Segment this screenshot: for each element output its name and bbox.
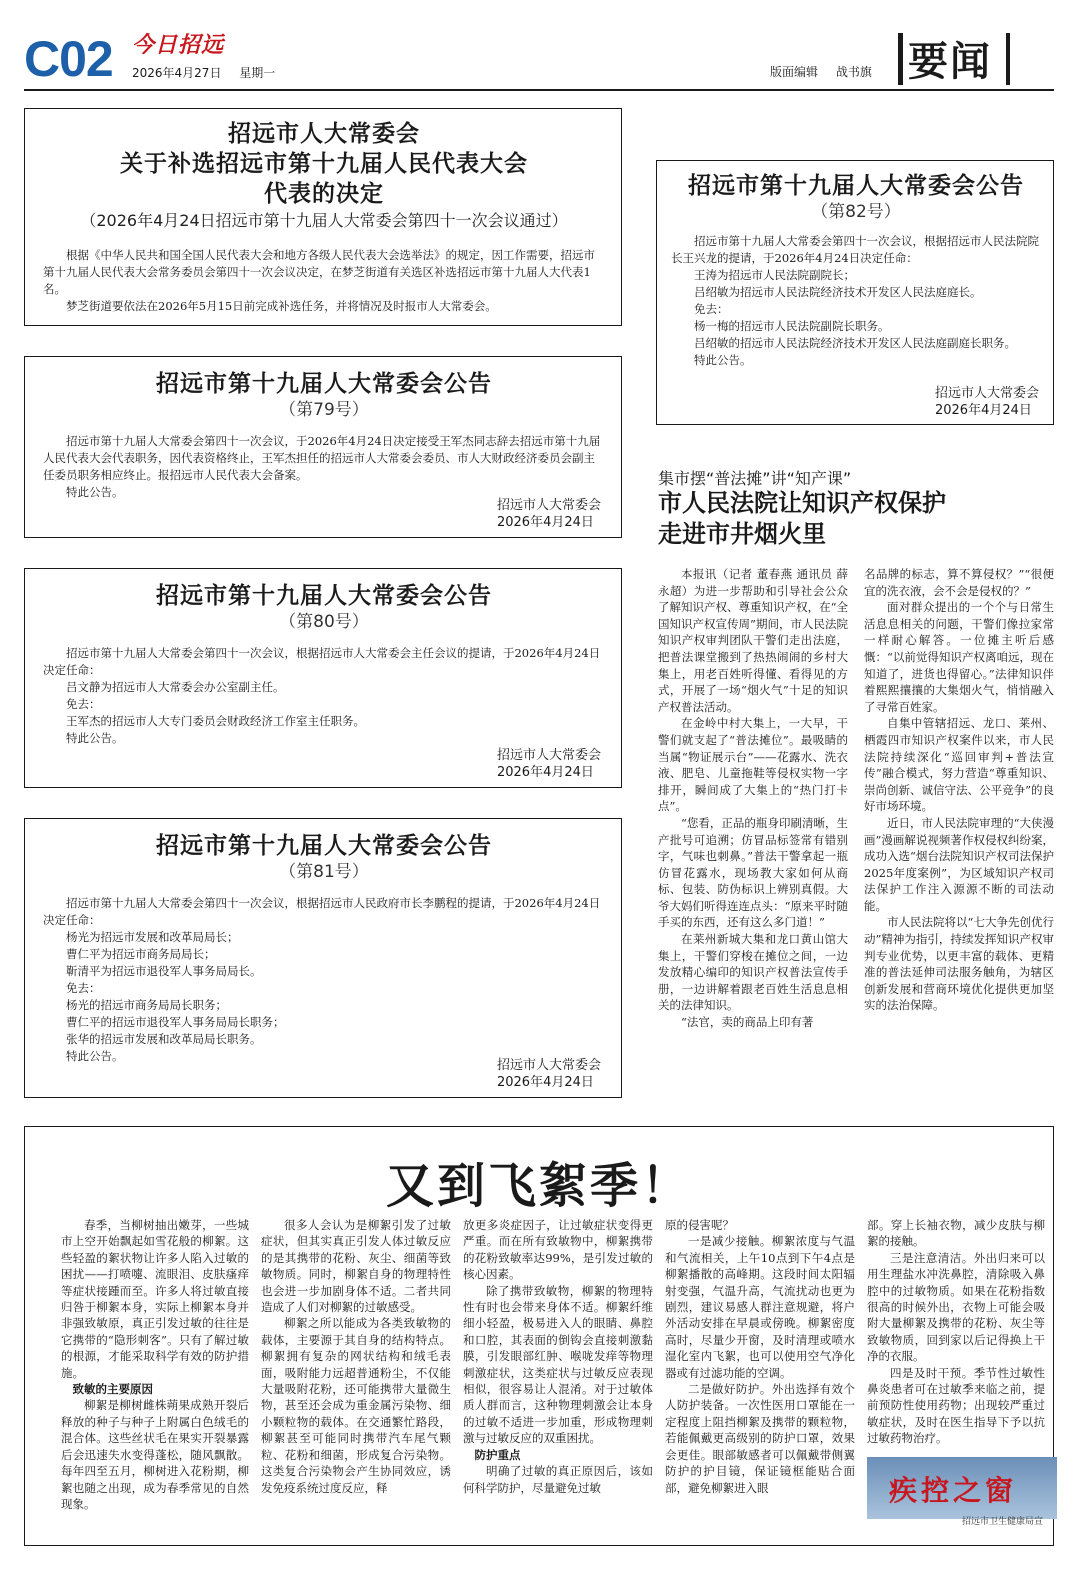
signature-org: 招远市人大常委会 [934, 386, 1039, 401]
feature-title: 又到飞絮季！ [385, 1158, 692, 1214]
editor-credit [770, 63, 886, 80]
notice-82-signature [935, 385, 1039, 419]
article-paragraph: 近日，市人民法院审理的“大侠漫画”漫画解说视频著作权侵权纠纷案，成功入选“烟台法院知识产权司法保护2025年度案例”，为区域知识产权司法保护工作注入源源不断的司法动能。 [864, 815, 1054, 913]
feature-column-3 [463, 1217, 653, 1533]
banner-source: 招远市卫生健康局宣 [962, 1517, 1044, 1527]
feature-paragraph: 柳絮之所以能成为各类致敏物的载体，主要源于其自身的结构特点。柳絮拥有复杂的网状结构和绒毛表面，吸附能力远超普通粉尘，不仅能大量吸附花粉，还可能携带大量微生物，甚至还会成为重金属污染物、细小颗粒物的载体。在交通繁忙路段，柳絮甚至可能同时携带汽车尾气颗粒、花粉和细菌，形成复合污染物。这类复合污染物会产生协同效应，诱发免疫系统过度反应，释 [261, 1316, 451, 1495]
notice-79-signature [497, 497, 601, 531]
notice-line: 吕文静为招远市人大常委会办公室副主任。 [66, 680, 285, 694]
date-text: 2026年4月27日 [132, 66, 222, 80]
notice-line: 靳清平为招远市退役军人事务局局长。 [66, 964, 262, 978]
feature-column-1 [61, 1217, 249, 1533]
notice-80-box [24, 568, 622, 788]
headline-line-1: 市人民法院让知识产权保护 [658, 489, 946, 517]
feature-column-5 [867, 1217, 1045, 1453]
notice-79-box [24, 356, 622, 538]
notice-line: 免去： [66, 981, 101, 995]
notice-line: 曹仁平的招远市退役军人事务局局长职务； [66, 1015, 285, 1029]
article-paragraph: 市人民法院将以“七大争先创优行动”精神为指引，持续发挥知识产权审判专业优势，以更丰富的载体、更精准的普法延伸司法服务触角，为辖区创新发展和营商环境优化提供更加坚实的法治保障。 [864, 915, 1054, 1013]
notice-80-title: 招远市第十九届人大常委会公告 [156, 583, 492, 609]
feature-subheading: 致敏的主要原因 [72, 1382, 153, 1397]
notice-79-body [43, 433, 605, 501]
notice-79-title: 招远市第十九届人大常委会公告 [156, 371, 492, 397]
decision-title-1: 招远市人大常委会 [228, 121, 420, 147]
weekday-text: 星期一 [239, 66, 276, 80]
notice-line: 杨光为招远市发展和改革局局长； [66, 930, 239, 944]
notice-line: 吕绍敏为招远市人民法院经济技术开发区人民法庭庭长。 [694, 285, 982, 299]
notice-paragraph: 招远市第十九届人大常委会第四十一次会议，于2026年4月24日决定接受王军杰同志辞去招远市第十九届人民代表大会代表职务，因代表资格终止，王军杰担任的招远市人大常委会委员、市人大财政经济委员会副主任委员职务相应终止。报招远市人民代表大会备案。 [43, 434, 601, 482]
feature-subheading: 防护重点 [474, 1447, 521, 1462]
notice-79-number: （第79号） [279, 400, 369, 420]
notice-82-box [656, 160, 1054, 425]
notice-80-number: （第80号） [279, 612, 369, 632]
signature-date: 2026年4月24日 [934, 403, 1032, 418]
signature-org: 招远市人大常委会 [496, 1058, 601, 1073]
notice-81-number: （第81号） [279, 862, 369, 882]
notice-81-signature [497, 1057, 601, 1091]
notice-paragraph: 特此公告。 [66, 1049, 124, 1063]
notice-line: 免去： [66, 697, 101, 711]
section-title: 要闻 [908, 39, 992, 85]
notice-80-signature [497, 747, 601, 781]
article-headline [658, 488, 946, 550]
feature-paragraph: 很多人会认为是柳絮引发了过敏症状，但其实真正引发人体过敏反应的是其携带的花粉、灰尘、细菌等致敏物质。同时，柳絮自身的物理特性也会进一步加剧身体不适。二者共同造成了人们对柳絮的过敏感受。 [261, 1218, 451, 1315]
banner-title: 疾控之窗 [889, 1474, 1018, 1507]
notice-line: 曹仁平为招远市商务局局长； [66, 947, 216, 961]
issue-date [132, 64, 289, 81]
notice-82-number: （第82号） [811, 202, 901, 222]
page-number: C02 [24, 31, 113, 87]
article-paragraph: 名品牌的标志，算不算侵权？”“很便宜的洗衣液，会不会是侵权的？” [864, 567, 1054, 598]
notice-line: 杨光的招远市商务局局长职务； [66, 998, 227, 1012]
feature-paragraph: 柳絮是柳树雌株蒴果成熟开裂后释放的种子与种子上附属白色绒毛的混合体。这些丝状毛在果实开裂暴露后会迅速失水变得蓬松，随风飘散。每年四至五月，柳树进入花粉期，柳絮也随之出现，成为春季常见的自然现象。 [61, 1398, 249, 1511]
notice-81-box [24, 818, 622, 1098]
feature-paragraph: 二是做好防护。外出选择有效个人防护装备。一次性医用口罩能在一定程度上阻挡柳絮及携带的颗粒物，若能佩戴更高级别的防护口罩，效果会更佳。眼部敏感者可以佩戴带侧翼防护的护目镜，保证镜框能贴合面部，避免柳絮进入眼 [665, 1382, 855, 1495]
notice-line: 杨一梅的招远市人民法院副院长职务。 [694, 319, 890, 333]
article-paragraph: 本报讯（记者 董春燕 通讯员 薛永超）为进一步帮助和引导社会公众了解知识产权、尊重知识产权，在“全国知识产权宣传周”期间，市人民法院知识产权审判团队干警们走出法庭，把普法课堂搬到了热热闹闹的乡村大集上，用老百姓听得懂、看得见的方式，开展了一场“烟火气”十足的知识产权普法活动。 [658, 567, 848, 714]
feature-paragraph: 三是注意清洁。外出归来可以用生理盐水冲洗鼻腔，清除吸入鼻腔中的过敏物质。如果在花粉指数很高的时候外出，衣物上可能会吸附大量柳絮及携带的花粉、灰尘等致敏物质，回到家以后记得换上干净的衣服。 [867, 1250, 1045, 1364]
feature-paragraph: 四是及时干预。季节性过敏性鼻炎患者可在过敏季来临之前，提前预防性使用药物；出现较严重过敏症状，及时在医生指导下予以抗过敏药物治疗。 [867, 1365, 1045, 1446]
notice-paragraph: 特此公告。 [694, 353, 752, 367]
section-bar-right [1006, 33, 1010, 85]
decision-paragraph: 梦芝街道要依法在2026年5月15日前完成补选任务，并将情况及时报市人大常委会。 [66, 299, 497, 313]
feature-paragraph: 一是减少接触。柳絮浓度与气温和气流相关，上午10点到下午4点是柳絮播散的高峰期。这段时间太阳辐射变强，气温升高，气流扰动也更为剧烈，建议易感人群注意规避，将户外活动安排在早晨或傍晚。柳絮密度高时，尽量少开窗，及时清理或喷水湿化室内飞絮，也可以使用空气净化器或有过滤功能的空调。 [665, 1234, 855, 1380]
feature-box [24, 1126, 1054, 1546]
notice-81-title: 招远市第十九届人大常委会公告 [156, 833, 492, 859]
article-paragraph: 在金岭中村大集上，一大早，干警们就支起了“普法摊位”。最吸睛的当属“物证展示台”——花露水、洗衣液、肥皂、儿童拖鞋等侵权实物一字排开，瞬间成了大集上的“热门打卡点”。 [658, 716, 848, 814]
feature-paragraph: 明确了过敏的真正原因后，该如何科学防护，尽量避免过敏 [463, 1464, 653, 1495]
notice-line: 张华的招远市发展和改革局局长职务。 [66, 1032, 262, 1046]
signature-date: 2026年4月24日 [496, 1075, 594, 1090]
notice-paragraph: 招远市第十九届人大常委会第四十一次会议，根据招远市人民政府市长李鹏程的提请，于2026年4月24日决定任命： [43, 896, 601, 927]
notice-paragraph: 招远市第十九届人大常委会第四十一次会议，根据招远市人大常委会主任会议的提请，于2026年4月24日决定任命： [43, 646, 601, 677]
notice-81-body [43, 895, 605, 1065]
signature-org: 招远市人大常委会 [496, 498, 601, 513]
feature-column-4 [665, 1217, 855, 1533]
decision-paragraph: 根据《中华人民共和国全国人民代表大会和地方各级人民代表大会选举法》的规定，因工作需要，招远市第十九届人民代表大会常务委员会第四十一次会议决定，在梦芝街道有关选区补选招远市第十九届人大代表1名。 [43, 248, 595, 296]
signature-date: 2026年4月24日 [496, 765, 594, 780]
article-column-1 [658, 566, 848, 1098]
feature-column-2 [261, 1217, 451, 1533]
article-paragraph: 面对群众提出的一个个与日常生活息息相关的问题，干警们像拉家常一样耐心解答。一位摊主听后感慨：“以前觉得知识产权离咱远，现在知道了，进货也得留心。”法律知识伴着熙熙攘攘的大集烟火气，悄悄融入了寻常百姓家。 [864, 600, 1054, 714]
newspaper-logo: 今日招远 [132, 32, 225, 58]
decision-title-3: 代表的决定 [264, 181, 384, 207]
article-kicker: 集市摆“普法摊”讲“知产课” [658, 469, 852, 488]
notice-line: 王军杰的招远市人大专门委员会财政经济工作室主任职务。 [66, 714, 365, 728]
section-bar-left [898, 33, 903, 85]
notice-82-title: 招远市第十九届人大常委会公告 [688, 173, 1024, 199]
feature-paragraph: 春季，当柳树抽出嫩芽，一些城市上空开始飘起如雪花般的柳絮。这些轻盈的絮状物让许多人陷入过敏的困扰——打喷嚏、流眼泪、皮肤瘙痒等症状接踵而至。许多人将过敏直接归咎于柳絮本身，实际上柳絮本身并非强致敏原，真正引发过敏的往往是它携带的“隐形刺客”。只有了解过敏的根源，才能采取科学有效的防护措施。 [61, 1218, 249, 1380]
notice-paragraph: 特此公告。 [66, 485, 124, 499]
header-rule [24, 89, 1054, 91]
notice-paragraph: 吕绍敏的招远市人民法院经济技术开发区人民法庭副庭长职务。 [694, 336, 1016, 350]
notice-80-body [43, 645, 605, 747]
decision-box [24, 108, 622, 326]
feature-paragraph: 部。穿上长袖衣物，减少皮肤与柳絮的接触。 [867, 1218, 1045, 1249]
notice-line: 王涛为招远市人民法院副院长； [694, 268, 855, 282]
signature-org: 招远市人大常委会 [496, 748, 601, 763]
feature-paragraph: 放更多炎症因子，让过敏症状变得更严重。而在所有致敏物中，柳絮携带的花粉致敏率达99%，是引发过敏的核心因素。 [463, 1218, 653, 1282]
notice-line: 免去： [694, 302, 729, 316]
article-paragraph: “您看，正品的瓶身印刷清晰，生产批号可追溯；仿冒品标签常有错别字，气味也刺鼻。”普法干警拿起一瓶仿冒花露水，现场教大家如何从商标、包装、防伪标识上辨别真假。大爷大妈们听得连连点头：“原来平时随手买的东西，还有这么多门道！” [658, 815, 848, 930]
notice-82-body [671, 233, 1041, 369]
headline-line-2: 走进市井烟火里 [658, 520, 826, 548]
editor-label: 版面编辑 [770, 65, 819, 79]
article-paragraph: “法官，卖的商品上印有著 [681, 1015, 814, 1030]
decision-subtitle: （2026年4月24日招远市第十九届人大常委会第四十一次会议通过） [80, 211, 568, 230]
decision-body [43, 247, 605, 315]
feature-paragraph: 原的侵害呢？ [665, 1218, 734, 1232]
notice-paragraph: 特此公告。 [66, 731, 124, 745]
signature-date: 2026年4月24日 [496, 515, 594, 530]
article-column-2 [864, 566, 1054, 1098]
feature-paragraph: 除了携带致敏物，柳絮的物理特性有时也会带来身体不适。柳絮纤维细小轻盈，极易进入人的眼睛、鼻腔和口腔，其表面的倒钩会直接刺激黏膜，引发眼部红肿、喉咙发痒等物理刺激症状，这类症状与过敏反应表现相似，很容易让人混淆。对于过敏体质人群而言，这种物理刺激会让本身的过敏不适进一步加重，形成物理刺激与过敏反应的双重困扰。 [463, 1283, 653, 1446]
article-paragraph: 自集中管辖招远、龙口、莱州、栖霞四市知识产权案件以来，市人民法院持续深化“巡回审判+普法宣传”融合模式，努力营造“尊重知识、崇尚创新、诚信守法、公平竞争”的良好市场环境。 [864, 716, 1054, 814]
notice-paragraph: 招远市第十九届人大常委会第四十一次会议，根据招远市人民法院院长王兴龙的提请，于2026年4月24日决定任命： [671, 234, 1039, 265]
editor-name: 战书旗 [835, 65, 872, 79]
decision-title-2: 关于补选招远市第十九届人民代表大会 [120, 151, 528, 177]
article-paragraph: 在莱州新城大集和龙口黄山馆大集上，干警们穿梭在摊位之间，一边发放精心编印的知识产权普法宣传手册，一边讲解着跟老百姓生活息息相关的法律知识。 [658, 932, 848, 1013]
disease-control-banner [867, 1457, 1057, 1519]
